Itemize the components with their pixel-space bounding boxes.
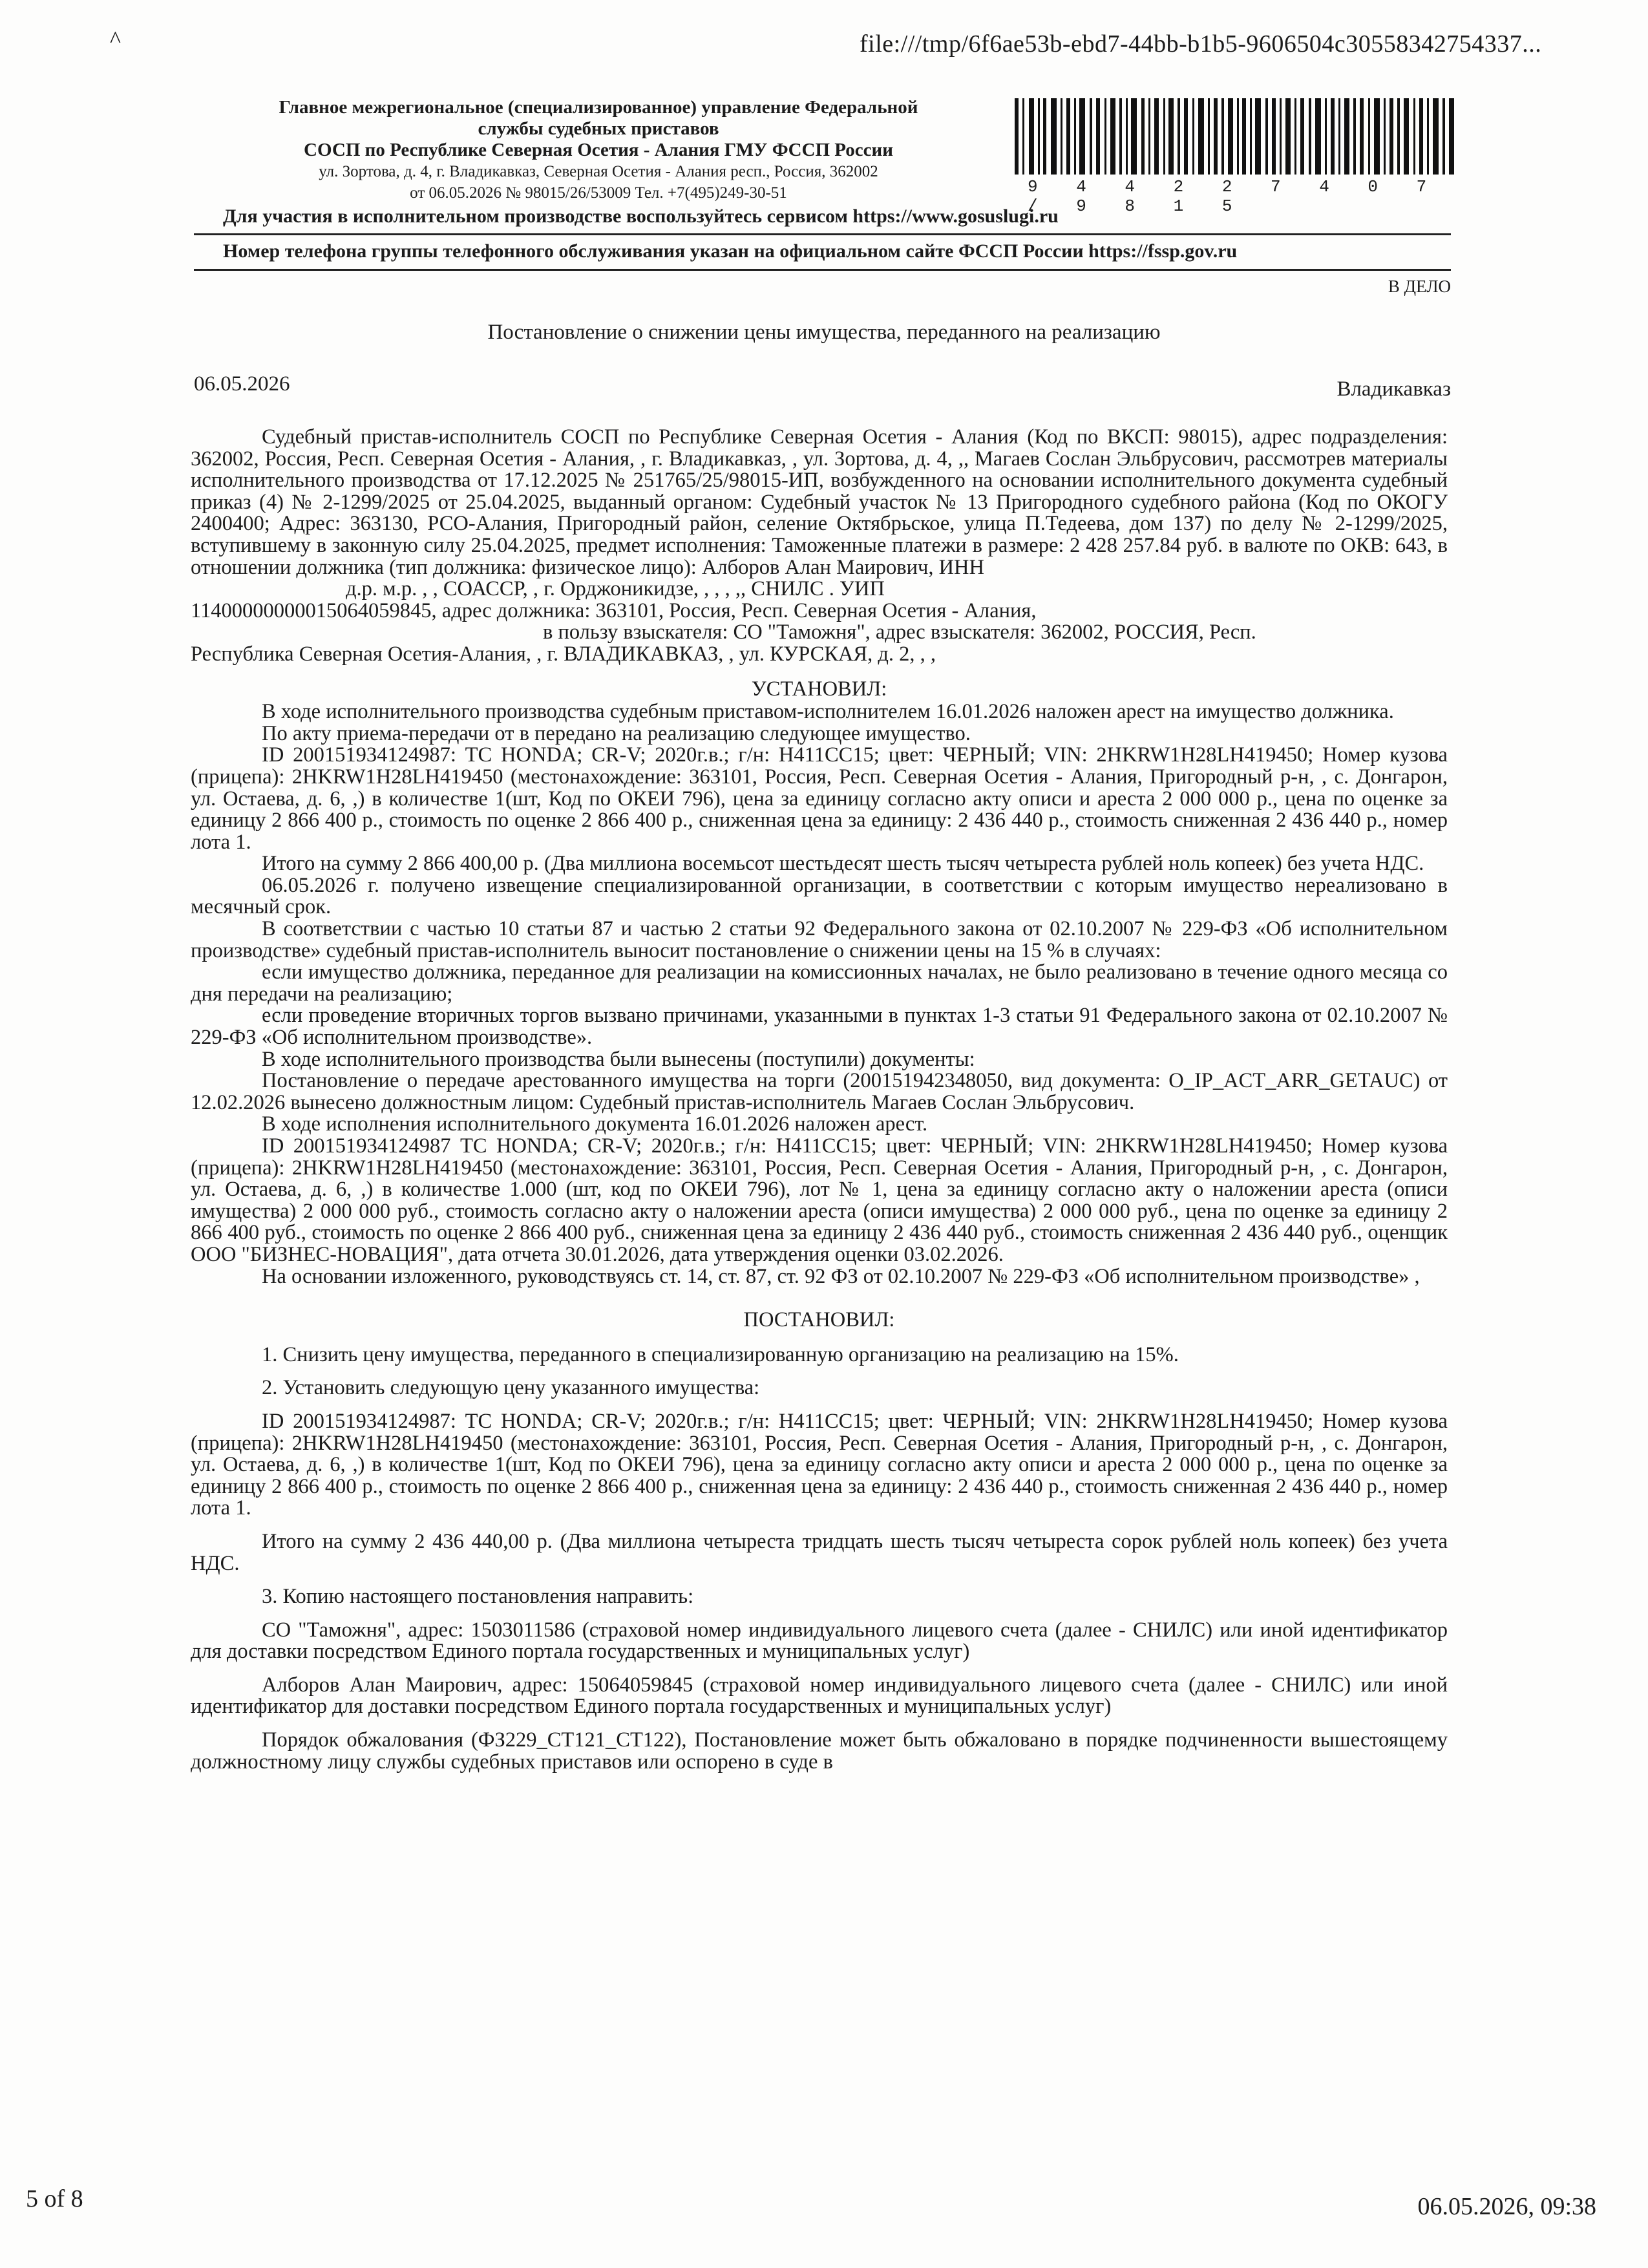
paragraph-law: В соответствии с частью 10 статьи 87 и частью 2 статьи 92 Федерального закона от 02.10.2007 № 229-ФЗ «Об исполнительном производстве» судебный пристав-исполнитель выносит постановление о снижении цены на 15 % в случаях:: [191, 917, 1448, 962]
v-delo-mark: В ДЕЛО: [1388, 277, 1451, 296]
org-address: ул. Зортова, д. 4, г. Владикавказ, Северная Осетия - Алания респ., Россия, 362002: [319, 163, 878, 180]
org-header: [191, 97, 1006, 204]
print-datetime: 06.05.2026, 09:38: [1417, 2193, 1596, 2220]
resolution-item-3: 3. Копию настоящего постановления направить:: [262, 1585, 694, 1609]
org-line-2: службы судебных приставов: [478, 118, 719, 139]
paragraph-notice: 06.05.2026 г. получено извещение специализированной организации, в соответствии с которым имущество нереализовано в месячный срок.: [191, 873, 1448, 919]
paragraph-property: ID 200151934124987: ТС HONDA; CR-V; 2020г.в.; г/н: Н411СС15; цвет: ЧЕРНЫЙ; VIN: 2HKRW1H28LH419450; Номер кузова (прицепа): 2HKRW1H28LH419450 (местонахождение: 363101, Россия, Респ. Северная Осетия - Алания, Пригородный р-н, , с. Донгарон, ул. Остаева, д. 6, ,) в количестве 1(шт, Код по ОКЕИ 796), цена за единицу согласно акту описи и ареста 2 000 000 р., цена по оценке за единицу 2 866 400 р., стоимость по оценке 2 866 400 р., сниженная цена за единицу: 2 436 440 р., стоимость сниженная 2 436 440 р., номер лота 1.: [191, 743, 1448, 854]
paragraph-basis: На основании изложенного, руководствуясь ст. 14, ст. 87, ст. 92 ФЗ от 02.10.2007 № 229-ФЗ «Об исполнительном производстве» ,: [262, 1264, 1420, 1288]
phone-notice: Номер телефона группы телефонного обслуживания указан на официальном сайте ФССП России https://fssp.gov.ru: [223, 240, 1238, 262]
paragraph-resolution-ref: Постановление о передаче арестованного имущества на торги (200151942348050, вид документа: O_IP_ACT_ARR_GETAUC) от 12.02.2026 вынесено должностным лицом: Судебный пристав-исполнитель Магаев Сослан Эльбрусович.: [191, 1069, 1448, 1114]
intro-line-3: 11400000000015064059845, адрес должника: 363101, Россия, Респ. Северная Осетия - Алания,: [191, 599, 1037, 622]
org-line-1: Главное межрегиональное (специализированное) управление Федеральной: [279, 97, 918, 118]
gosuslugi-notice: Для участия в исполнительном производстве воспользуйтесь сервисом https://www.gosuslugi.ru: [223, 206, 1059, 227]
intro-paragraph: Судебный пристав-исполнитель СОСП по Республике Северная Осетия - Алания (Код по ВКСП: 98015), адрес подразделения: 362002, Россия, Респ. Северная Осетия - Алания, , г. Владикавказ, , ул. Зортова, д. 4, ,, Магаев Сослан Эльбрусович, рассмотрев материалы исполнительного производства от 17.12.2025 № 251765/25/98015-ИП, возбужденного на основании исполнительного документа судебный приказ (4) № 2-1299/2025 от 25.04.2025, выданный органом: Судебный участок № 13 Пригородного судебного района (Код по ОКОГУ 2400400; Адрес: 363130, РСО-Алания, Пригородный район, селение Октябрьское, улица П.Тедеева, дом 137) по делу № 2-1299/2025, вступившему в законную силу 25.04.2025, предмет исполнения: Таможенные платежи в размере: 2 428 257.84 руб. в валюте по ОКВ: 643, в отношении должника (тип должника: физическое лицо): Алборов Алан Маирович, ИНН: [191, 425, 1448, 579]
intro-line-5: Республика Северная Осетия-Алания, , г. ВЛАДИКАВКАЗ, , ул. КУРСКАЯ, д. 2, , ,: [191, 642, 936, 666]
recipient-debtor: Алборов Алан Маирович, адрес: 15064059845 (страховой номер индивидуального лицевого счета (далее - СНИЛС) или иной идентификатор для доставки посредством Единого портала государственных и муниципальных услуг): [191, 1673, 1448, 1719]
resolution-total: Итого на сумму 2 436 440,00 р. (Два миллиона четыреста тридцать шесть тысяч четыреста сорок рублей ноль копеек) без учета НДС.: [191, 1529, 1448, 1575]
document-city: Владикавказ: [1336, 377, 1451, 401]
paragraph-property-2: ID 200151934124987 ТС HONDA; CR-V; 2020г.в.; г/н: Н411СС15; цвет: ЧЕРНЫЙ; VIN: 2HKRW1H28LH419450; Номер кузова (прицепа): 2HKRW1H28LH419450 (местонахождение: 363101, Россия, Респ. Северная Осетия - Алания, Пригородный р-н, , с. Донгарон, ул. Остаева, д. 6, ,) в количестве 1.000 (шт, код по ОКЕИ 796), лот № 1, цена за единицу согласно акту о наложении ареста (описи имущества) 2 000 000 руб., стоимость согласно акту о наложении ареста (описи имущества) 2 000 000 руб., цена по оценке за единицу 2 866 400 руб., стоимость по оценке 2 866 400 руб., сниженная цена за единицу 2 436 440 руб., стоимость сниженная 2 436 440 руб., оценщик ООО "БИЗНЕС-НОВАЦИЯ", дата отчета 30.01.2026, дата утверждения оценки 03.02.2026.: [191, 1134, 1448, 1266]
header-divider-2: [194, 269, 1451, 271]
barcode-image: [1015, 98, 1454, 175]
page-indicator: 5 of 8: [26, 2185, 83, 2212]
postanovil-heading: ПОСТАНОВИЛ:: [743, 1308, 895, 1332]
document-title: Постановление о снижении цены имущества, переданного на реализацию: [487, 321, 1161, 344]
paragraph-case-1: если имущество должника, переданное для реализации на комиссионных началах, не было реализовано в течение одного месяца со дня передачи на реализацию;: [191, 960, 1448, 1006]
paragraph-case-2: если проведение вторичных торгов вызвано причинами, указанными в пунктах 1-3 статьи 91 Федерального закона от 02.10.2007 № 229-ФЗ «Об исполнительном производстве».: [191, 1004, 1448, 1050]
ustanovil-heading: УСТАНОВИЛ:: [751, 677, 887, 701]
resolution-item-2: 2. Установить следующую цену указанного имущества:: [262, 1376, 760, 1400]
intro-line-4: в пользу взыскателя: СО "Таможня", адрес взыскателя: 362002, РОССИЯ, Респ.: [543, 620, 1256, 644]
paragraph-transfer: По акту приема-передачи от в передано на реализацию следующее имущество.: [262, 721, 971, 745]
paragraph-arrest: В ходе исполнительного производства судебным приставом-исполнителем 16.01.2026 наложен арест на имущество должника.: [262, 700, 1394, 724]
barcode-number: 9 4 4 2 2 7 4 0 7 / 9 8 1 5: [1028, 177, 1441, 216]
document-body: [191, 427, 1448, 1773]
resolution-item-1: 1. Снизить цену имущества, переданного в специализированную организацию на реализацию на 15%.: [262, 1342, 1179, 1366]
intro-line-2: д.р. м.р. , , СОАССР, , г. Орджоникидзе, , , , ,, СНИЛС . УИП: [346, 577, 885, 601]
recipient-customs: СО "Таможня", адрес: 1503011586 (страховой номер индивидуального лицевого счета (далее - СНИЛС) или иной идентификатор для доставки посредством Единого портала государственных и муниципальных услуг): [191, 1618, 1448, 1664]
resolution-property: ID 200151934124987: ТС HONDA; CR-V; 2020г.в.; г/н: Н411СС15; цвет: ЧЕРНЫЙ; VIN: 2HKRW1H28LH419450; Номер кузова (прицепа): 2HKRW1H28LH419450 (местонахождение: 363101, Россия, Респ. Северная Осетия - Алания, Пригородный р-н, , с. Донгарон, ул. Остаева, д. 6, ,) в количестве 1(шт, Код по ОКЕИ 796), цена за единицу согласно акту описи и ареста 2 000 000 р., цена по оценке за единицу 2 866 400 р., стоимость по оценке 2 866 400 р., сниженная цена за единицу: 2 436 440 р., стоимость сниженная 2 436 440 р., номер лота 1.: [191, 1409, 1448, 1520]
org-line-3: СОСП по Республике Северная Осетия - Алания ГМУ ФССП России: [304, 140, 893, 160]
doc-number-line: от 06.05.2026 № 98015/26/53009 Тел. +7(495)249-30-51: [410, 184, 787, 202]
paragraph-total: Итого на сумму 2 866 400,00 р. (Два миллиона восемьсот шестьдесят шесть тысяч четыреста рублей ноль копеек) без учета НДС.: [262, 852, 1424, 876]
page-url: file:///tmp/6f6ae53b-ebd7-44bb-b1b5-9606504c30558342754337...: [860, 30, 1542, 58]
document-date: 06.05.2026: [194, 372, 290, 396]
header-divider-1: [194, 233, 1451, 235]
paragraph-arrest-2: В ходе исполнения исполнительного документа 16.01.2026 наложен арест.: [262, 1112, 928, 1136]
appeal-procedure: Порядок обжалования (ФЗ229_СТ121_СТ122), Постановление может быть обжаловано в порядке подчиненности вышестоящему должностному лицу службы судебных приставов или оспорено в суде в: [191, 1728, 1448, 1774]
paragraph-documents: В ходе исполнительного производства были вынесены (поступили) документы:: [262, 1047, 975, 1071]
corner-mark: ^: [110, 26, 121, 52]
